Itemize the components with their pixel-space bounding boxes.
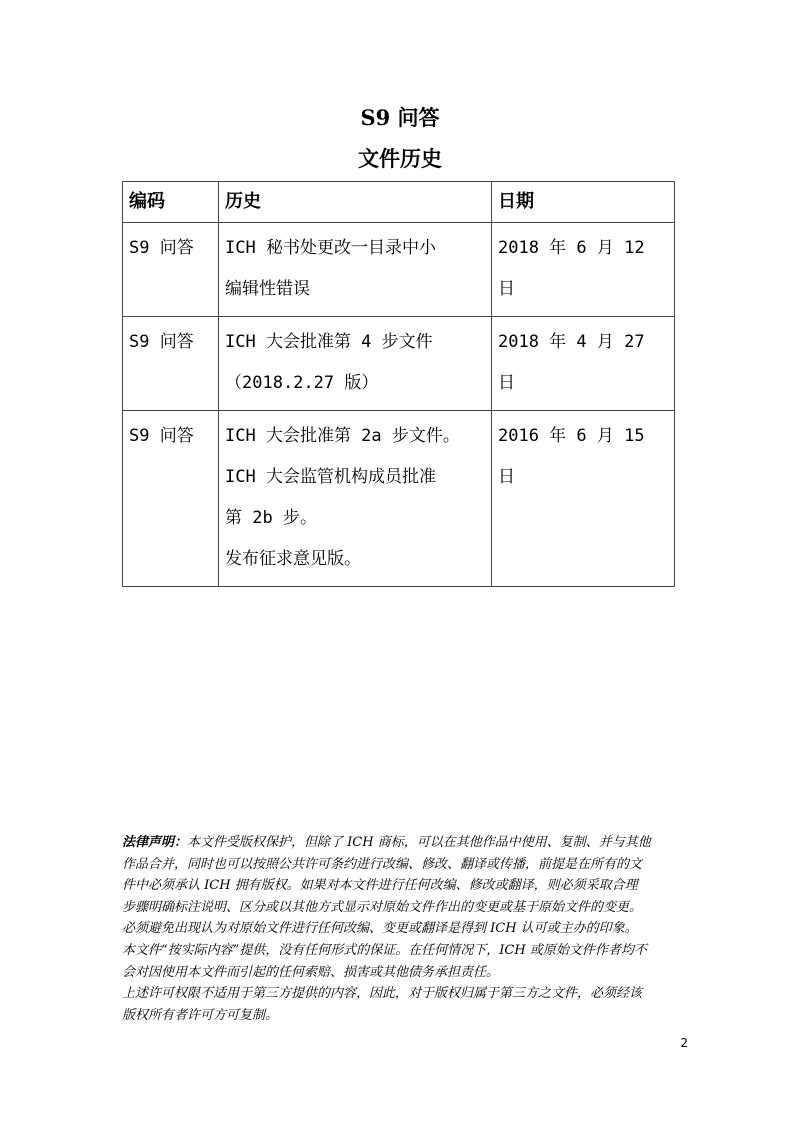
legal-notice-line: 必须避免出现认为对原始文件进行任何改编、变更或翻译是得到 ICH 认可或主办的印象。 xyxy=(122,921,638,937)
table-row xyxy=(123,223,675,317)
document-history-table xyxy=(122,181,675,587)
cell-history xyxy=(219,317,492,411)
history-line: （2018.2.27 版） xyxy=(225,373,379,393)
legal-notice-line: 会对因使用本文件而引起的任何索赔、损害或其他债务承担责任。 xyxy=(122,964,500,980)
header-date: 日期 xyxy=(492,182,675,223)
cell-code: S9 问答 xyxy=(123,411,219,587)
cell-date: 2018 年 6 月 12 日 xyxy=(492,223,675,317)
history-line: ICH 秘书处更改一目录中小 xyxy=(225,238,436,258)
legal-notice-line xyxy=(122,832,682,854)
history-line: ICH 大会监管机构成员批准 xyxy=(225,467,436,487)
legal-notice-lead: 法律声明： xyxy=(122,835,188,850)
document-history-heading: 文件历史 xyxy=(358,146,442,171)
history-line: 发布征求意见版。 xyxy=(225,549,361,569)
legal-notice-line: 本文件“按实际内容”提供，没有任何形式的保证。在任何情况下，ICH 或原始文件作者均不 xyxy=(122,942,647,958)
cell-code: S9 问答 xyxy=(123,223,219,317)
legal-notice-line: 件中必须承认 ICH 拥有版权。如果对本文件进行任何改编、修改或翻译，则必须采取合理 xyxy=(122,878,638,894)
history-line: 第 2b 步。 xyxy=(225,508,317,528)
cell-date: 2018 年 4 月 27 日 xyxy=(492,317,675,411)
cell-history xyxy=(219,223,492,317)
page-number: 2 xyxy=(680,1036,688,1050)
document-title: S9 问答 xyxy=(360,105,440,130)
legal-notice-line: 步骤明确标注说明、区分或以其他方式显示对原始文件作出的变更或基于原始文件的变更。 xyxy=(122,899,643,915)
cell-code: S9 问答 xyxy=(123,317,219,411)
legal-notice xyxy=(122,832,682,1026)
legal-notice-text: 本文件受版权保护，但除了 ICH 商标，可以在其他作品中使用、复制、并与其他 xyxy=(187,835,651,850)
table-row xyxy=(123,411,675,587)
cell-date: 2016 年 6 月 15 日 xyxy=(492,411,675,587)
legal-notice-line: 作品合并，同时也可以按照公共许可条约进行改编、修改、翻译或传播，前提是在所有的文 xyxy=(122,856,643,872)
table-row xyxy=(123,317,675,411)
header-code: 编码 xyxy=(123,182,219,223)
legal-notice-line: 上述许可权限不适用于第三方提供的内容，因此，对于版权归属于第三方之文件，必须经该 xyxy=(122,986,643,1002)
legal-notice-line: 版权所有者许可方可复制。 xyxy=(122,1007,279,1023)
history-line: ICH 大会批准第 2a 步文件。 xyxy=(225,426,460,446)
history-line: ICH 大会批准第 4 步文件 xyxy=(225,332,433,352)
table-header-row xyxy=(123,182,675,223)
history-line: 编辑性错误 xyxy=(225,279,310,299)
header-history: 历史 xyxy=(219,182,492,223)
cell-history xyxy=(219,411,492,587)
